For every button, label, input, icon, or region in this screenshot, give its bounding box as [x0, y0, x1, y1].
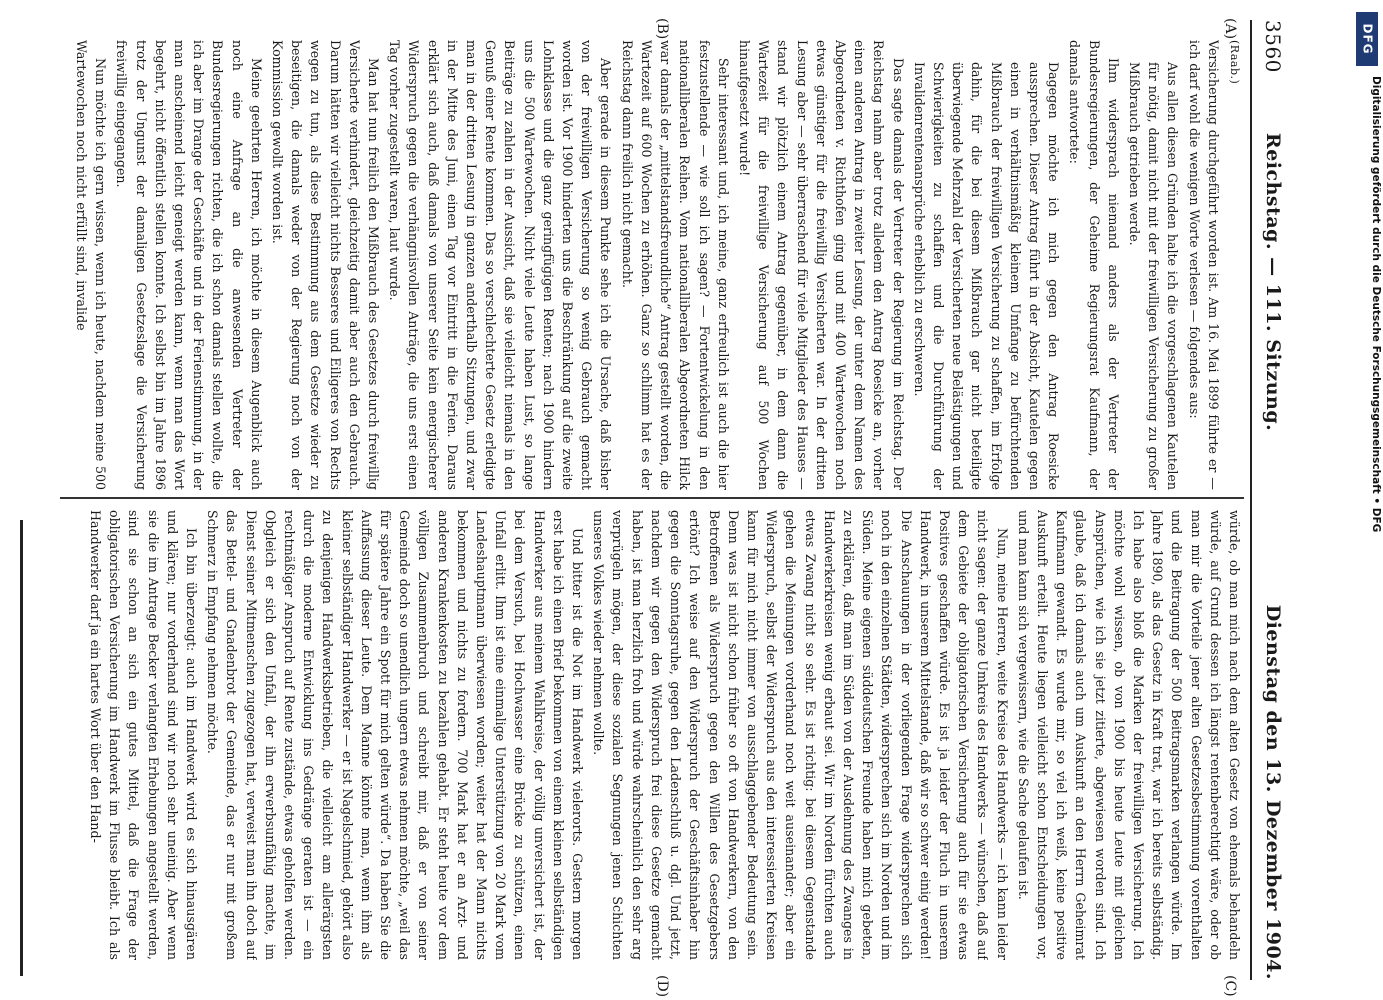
- paragraph: Das sagte damals der Vertreter der Regierung im Reichstag. Der Reichstag nahm aber trotz alledem den Antrag Roesicke an, vorher einen anderen Antrag in zweiter Lesung, der unter dem Namen des Abgeordneten v. Richthofen ging und mit 400 Wartewochen noch etwas günstiger für die freiwillig Versicherten war. In der dritten Lesung aber — sehr überraschend für viele Mitglieder des Hauses — stand wir plötzlich einem Antrag gegenüber, in dem dann die Wartezeit für die freiwillige Versicherung auf 500 Wochen hinaufgesetzt wurde!: [736, 40, 906, 490]
- right-column: [30, 510, 1244, 960]
- paragraph: Ihm widersprach niemand anders als der Vertreter der Bundesregierungen, der Geheime Regierungsrat Kaufmann, der damals antwortete:: [1067, 40, 1121, 490]
- header-rule: [1250, 20, 1252, 980]
- left-column: [30, 40, 1244, 490]
- paragraph: Meine geehrten Herren, ich möchte in diesem Augenblick auch noch eine Anfrage an die anwesenden Vertreter der Bundesregierungen richten, die ich schon damals stellen wollte, die ich aber im Drange der Geschäfte und in der Ferienstimmung, in der man anscheinend leicht geneigt werden kann, wenn man das Wort begehrt, nicht öffentlich stellen konnte. Ich selbst bin im Jahre 1896 trotz der Ungunst der damaligen Gesetzeslage die Versicherung freiwillig eingegangen.: [114, 40, 264, 490]
- page-header: [1256, 20, 1290, 980]
- session-title: Reichstag. — 111. Sitzung.: [1262, 132, 1284, 432]
- footer-rule: [20, 520, 23, 976]
- dfg-logo: [1356, 12, 1378, 66]
- quotation: Dagegen möchte ich mich gegen den Antrag Roesicke aussprechen. Dieser Antrag führt in der Absicht, Kautelen gegen einen in verhältnismäßig kleinem Umfange zu befürchtenden Mißbrauch der freiwilligen Versicherung zu schaffen, im Erfolge dahin, für die bei diesem Mißbrauch gar nicht beteiligte überwiegende Mehrzahl der Versicherten neue Belästigungen und Schwierigkeiten zu schaffen und die Durchführung der Invalidenrentenansprüche erheblich zu erschweren.: [911, 62, 1062, 490]
- paragraph: Ich bin überzeugt: auch im Handwerk wird es sich hinausgären und klären; nur vorderhand sind wir noch sehr uneinig. Aber wenn sie die im Antrage Becker verlangten Erhebungen angestellt werden, sind sie schon an sich ein gutes Mittel, daß die Frage der obligatorischen Versicherung im Handwerk im Flusse bleibt. Ich als Handwerker darf ja ein hartes Wort über den Hand-: [88, 510, 200, 960]
- paragraph: Und bitter ist die Not im Handwerk vielerorts. Gestern morgen erst habe ich einen Brief bekommen von einem kleinen selbständigen Handwerker aus meinem Wahlkreise, der völlig unversichert ist, der bei dem Versuch, bei Hochwasser eine Brücke zu schützen, einen Unfall erlitt. Ihm ist eine einmalige Unterstützung von 20 Mark vom Landeshauptmann überwiesen worden; weiter hat der Mann nichts bekommen und nichts zu fordern. 700 Mark hat er an Arzt- und anderen Krankenkosten zu bezahlen gehabt. Er steht heute vor dem völligen Zusammenbruch und schreibt mir, daß er von seiner Gemeinde doch so unendlich ungern etwas nehmen möchte, „weil das für spätere Jahre ein Spott für mich gelten würde“. Da haben Sie die Auffassung dieser Leute. Dem Manne könnte man, wenn ihm als kleiner selbständiger Handwerker — er ist Nagelschmied, gehört also zu denjenigen Handwerksbetrieben, die vielleicht am allerärgsten durch die moderne Entwicklung ins Gedränge geraten ist — ein rechtmäßiger Anspruch auf Rente zustände, etwas geholfen werden. Obgleich er sich den Unfall, der ihn erwerbsunfähig machte, im Dienst seiner Mitmenschen zugezogen hat, verweist man ihn doch auf das Bettel- und Gnadenbrot der Gemeinde, das er nur mit großem Schmerz in Empfang nehmen möchte.: [205, 510, 586, 960]
- paragraph: Nun, meine Herren, weite Kreise des Handwerks — ich kann leider nicht sagen: der ganze Umkreis des Handwerks — wünschen, daß auf dem Gebiete der obligatorischen Versicherung auch für sie etwas Positives geschaffen würde. Es ist ja leider der Fluch in unserem Handwerk, in unserem Mittelstande, daß wir so schwer einig werden! Die Anschauungen in der vorliegenden Frage widersprechen sich noch in den einzelnen Städten, widersprechen sich im Norden und im Süden. Meine eigenen süddeutschen Freunde haben mich gebeten, zu erklären, daß man im Süden von der Ausdehnung des Zwanges in Handwerkerkreisen wenig erbaut sei. Wir im Norden fürchten auch etwas Zwang nicht so sehr. Es ist richtig: bei diesem Gegenstande gehen die Meinungen vorderhand noch weit auseinander; aber ein Widerspruch, selbst der Widerspruch aus den interessierten Kreisen kann für mich nicht immer von ausschlaggebender Bedeutung sein. Denn was ist nicht schon früher so oft von Handwerkern, von den Betroffenen als Widerspruch gegen den Willen des Gesetzgebers ertönt? Ich weise auf den Widerspruch der Geschäftsinhaber hin gegen die Sonntagsruhe, gegen den Ladenschluß u. dgl. Und jetzt, nachdem wir gegen den Widerspruch frei diese Gesetze gemacht haben, ist man herzlich froh und würde wahrscheinlich den sehr arg verprügeln mögen, der diese sozialen Segnungen jenen Schichten unseres Volkes wieder nehmen wollte.: [591, 510, 1010, 960]
- page-number: 3560: [1261, 20, 1285, 73]
- margin-mark-c: (C): [1222, 975, 1238, 997]
- dfg-sidebar: [1352, 6, 1382, 996]
- session-date: Dienstag den 13. Dezember 1904.: [1262, 604, 1284, 980]
- paragraph: Sehr interessant und, ich meine, ganz erfreulich ist auch die hier festzustellende — wie soll ich sagen? — Fortentwickelung in den nationalliberalen Reihen. Vom nationalliberalen Abgeordneten Hilck war damals der „mittelstandsfreundliche“ Antrag gestellt worden, die Wartezeit auf 600 Wochen zu erhöhen. Ganz so schlimm hat es der Reichstag dann freilich nicht gemacht.: [619, 40, 731, 490]
- column-rule: [60, 497, 1244, 499]
- dfg-logo-text: DFG: [1360, 23, 1375, 55]
- paragraph: Man hat nun freilich den Mißbrauch des Gesetzes durch freiwillig Versicherte verhindert, gleichzeitig damit aber auch den Gebrauch. Darum hätten wir vielleicht nichts Besseres und Eiligeres von Rechts wegen zu tun, als diese Bestimmung aus dem Gesetze wieder zu beseitigen, die damals weder von der Regierung noch von der Kommission gewollt worden ist.: [270, 40, 382, 490]
- quotation: Aus allen diesen Gründen halte ich die vorgeschlagenen Kautelen für nötig, damit nicht mit der freiwilligen Versicherung zu großer Mißbrauch getrieben werde.: [1126, 62, 1181, 490]
- paragraph: Versicherung durchgeführt worden ist. Am 16. Mai 1899 führte er — ich darf wohl die wenigen Worte verlesen — folgendes aus:: [1186, 40, 1221, 490]
- paragraph: Nun möchte ich gern wissen, wenn ich heute, nachdem meine 500 Wartewochen noch nicht erfüllt sind, invalide: [74, 40, 109, 490]
- paragraph: würde, ob man mich nach dem alten Gesetz von ehemals behandeln würde, auf Grund dessen ich längst rentenberechtigt wäre, oder ob man mir die Vorteile jener alten Gesetzesbestimmung vorenthalten und die Beitragung der 500 Beitragsmarken verlangen würde. Im Jahre 1890, als das Gesetz in Kraft trat, war ich bereits selbständig. Ich habe also bloß die Marken der freiwilligen Versicherung. Ich möchte wohl wissen, ob von 1900 bis heute Leute mit gleichen Ansprüchen, wie ich sie jetzt zitierte, abgewiesen worden sind. Ich glaube, daß ich damals auch um Auskunft an den Herrn Geheimrat Kaufmann gewandt. Es wurde mir, so viel ich weiß, keine positive Auskunft erteilt. Heute liegen vielleicht schon Entscheidungen vor, und man kann sich vergewissern, wie die Sache gelaufen ist.: [1015, 510, 1242, 960]
- margin-mark-d: (D): [654, 975, 670, 998]
- margin-mark-a: (A): [1222, 18, 1238, 40]
- margin-mark-b: (B): [654, 18, 670, 40]
- funding-notice: [1352, 76, 1382, 976]
- paragraph: Aber gerade in diesem Punkte sehe ich die Ursache, daß bisher von der freiwilligen Versicherung so wenig Gebrauch gemacht worden ist. Vor 1900 hinderten uns die Beschränkung auf die zweite Lohnklasse und die ganz geringfügigen Renten; nach 1900 hindern uns die 500 Wartewochen. Nicht viele Leute haben Lust, so lange Beiträge zu zahlen in der Aussicht, daß sie vielleicht niemals in den Genuß einer Rente kommen. Das so verschlechterte Gesetz erledigte man in der dritten Lesung in ganzen anderthalb Sitzungen, und zwar in der Mitte des Juni, einen Tag vor Eintritt in die Ferien. Daraus erklärt sich auch, daß damals von unserer Seite kein energischerer Widerspruch gegen die verhängnisvollen Anträge, die uns erst einen Tag vorher zugestellt waren, laut wurde.: [387, 40, 614, 490]
- funding-notice-text: Digitalisierung gefördert durch die Deutsche Forschungsgemeinschaft • DFG: [1370, 76, 1382, 533]
- speaker-label: (Raab.): [1228, 40, 1241, 85]
